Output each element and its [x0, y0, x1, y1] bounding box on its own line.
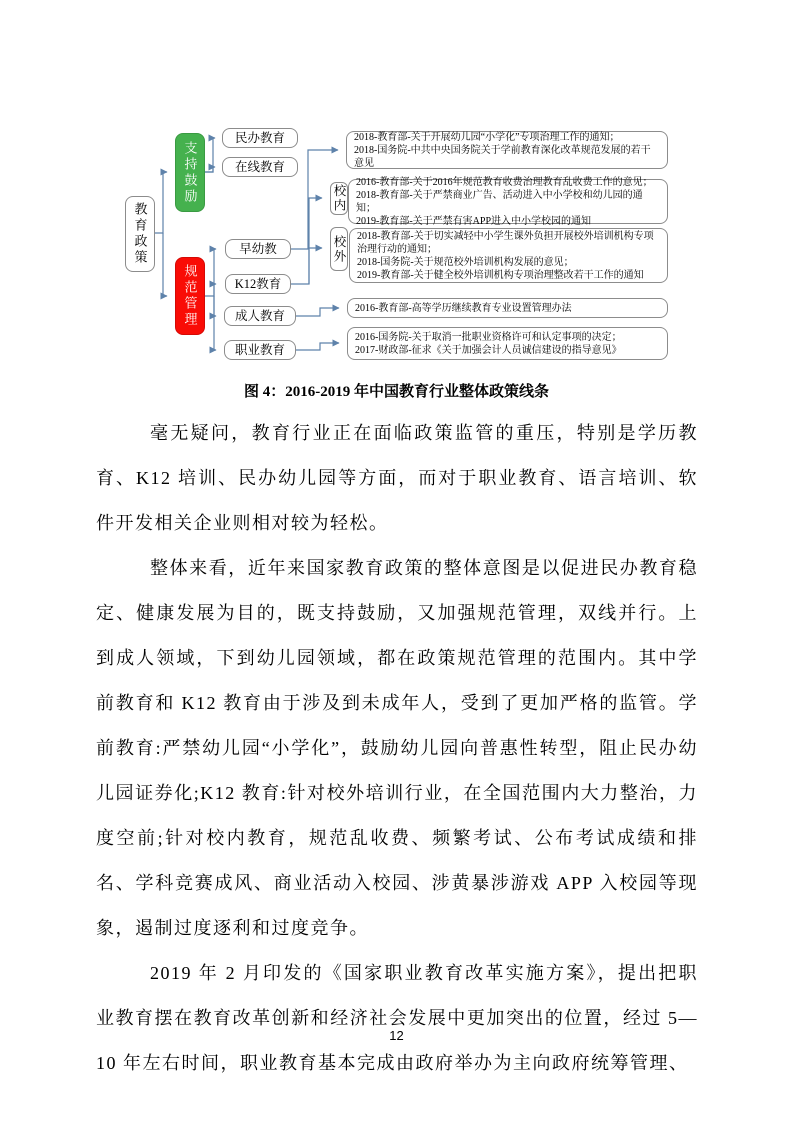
node-vocational-education: 职业教育 [224, 340, 296, 360]
node-off-campus [330, 227, 348, 271]
node-online-education: 在线教育 [222, 157, 298, 177]
node-k12-education: K12教育 [225, 274, 291, 294]
policy-box-preschool [346, 131, 668, 169]
policy-box-adult [347, 298, 668, 318]
node-private-education: 民办教育 [222, 128, 298, 148]
policy-line: 2016-教育部-高等学历继续教育专业设置管理办法 [355, 302, 572, 314]
node-education-policy [125, 196, 155, 272]
policy-box-on-campus [348, 176, 668, 227]
policy-line: 2016-教育部-关于2016年规范教育收费治理教育乱收费工作的意见； [356, 176, 653, 188]
policy-line: 2018-国务院-关于规范校外培训机构发展的意见； [357, 256, 574, 268]
node-support-encourage [175, 133, 205, 212]
policy-line: 2016-国务院-关于取消一批职业资格许可和认定事项的决定； [355, 331, 622, 343]
node-off-campus-label: 校外 [332, 234, 346, 264]
node-on-campus [330, 182, 348, 215]
body-paragraph-3: 2019 年 2 月印发的《国家职业教育改革实施方案》，提出把职业教育摆在教育改革创新和经济社会发展中更加突出的位置，经过 5—10 年左右时间，职业教育基本完成由政府举办为主向政府统筹管理、 [96, 963, 698, 1073]
node-early-childhood: 早幼教 [225, 239, 291, 259]
policy-line: 2018-国务院-中共中央国务院关于学前教育深化改革规范发展的若干意见 [354, 144, 651, 169]
policy-line: 2019-教育部-关于健全校外培训机构专项治理整改若干工作的通知 [357, 269, 644, 281]
policy-line: 2018-教育部-关于开展幼儿园“小学化”专项治理工作的通知； [354, 131, 620, 143]
node-education-policy-label: 教育政策 [132, 202, 148, 266]
body-paragraph-2: 整体来看，近年来国家教育政策的整体意图是以促进民办教育稳定、健康发展为目的，既支持鼓励，又加强规范管理，双线并行。上到成人领域，下到幼儿园领域，都在政策规范管理的范围内。其中学前教育和 K12 教育由于涉及到未成年人，受到了更加严格的监管。学前教育:严禁幼儿园“小学化”，鼓励幼儿园向普惠性转型，阻止民办幼儿园证券化;K12 教育:针对校外培训行业，在全国范围内大力整治，力度空前;针对校内教育，规范乱收费、频繁考试、公布考试成绩和排名、学科竞赛成风、商业活动入校园、涉黄暴涉游戏 APP 入校园等现象，遏制过度逐利和过度竞争。 [96, 558, 698, 938]
policy-line: 2018-教育部-关于切实减轻中小学生课外负担开展校外培训机构专项治理行动的通知； [357, 230, 654, 255]
policy-box-vocational [347, 327, 668, 360]
node-support-encourage-label: 支持鼓励 [182, 140, 198, 205]
body-text [96, 411, 698, 1086]
body-paragraph-1: 毫无疑问，教育行业正在面临政策监管的重压，特别是学历教育、K12 培训、民办幼儿园等方面，而对于职业教育、语言培训、软件开发相关企业则相对较为轻松。 [96, 423, 698, 533]
figure-caption: 图 4：2016-2019 年中国教育行业整体政策线条 [244, 384, 549, 400]
policy-line: 2017-财政部-征求《关于加强会计人员诚信建设的指导意见》 [355, 344, 622, 356]
policy-line: 2018-教育部-关于严禁商业广告、活动进入中小学校和幼儿园的通知； [356, 189, 643, 214]
policy-tree-figure [0, 0, 793, 380]
node-on-campus-label: 校内 [332, 184, 346, 213]
policy-line: 2019-教育部-关于严禁有害APP进入中小学校园的通知 [356, 215, 592, 227]
policy-box-off-campus [349, 228, 668, 283]
node-adult-education: 成人教育 [224, 306, 296, 326]
page-number: 12 [389, 1028, 404, 1043]
node-regulate-manage-label: 规范管理 [182, 264, 198, 328]
node-regulate-manage [175, 257, 205, 335]
